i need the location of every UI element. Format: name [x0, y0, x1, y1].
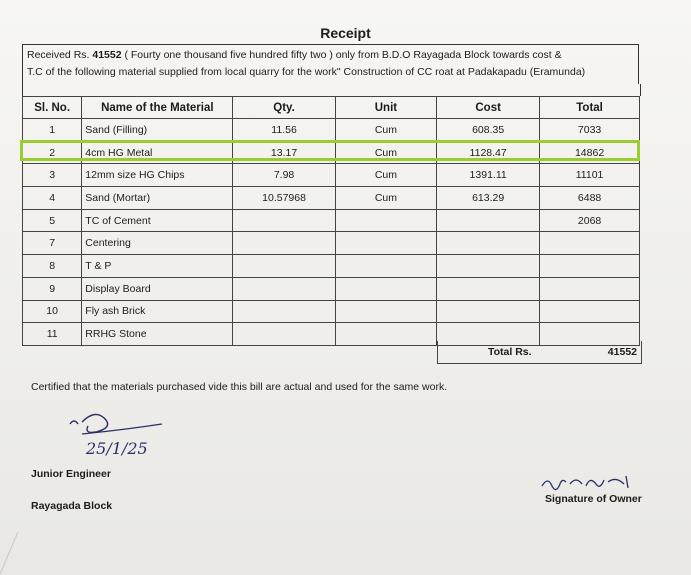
cell-unit	[335, 300, 436, 323]
cell-name: Sand (Mortar)	[82, 187, 233, 210]
cell-unit	[335, 232, 436, 255]
cell-qty	[233, 232, 335, 255]
cell-name: Display Board	[82, 277, 233, 300]
cell-cost: 613.29	[437, 187, 540, 210]
table-row	[23, 277, 640, 300]
cell-total	[540, 255, 640, 278]
cell-unit: Cum	[335, 141, 436, 164]
cell-cost	[437, 232, 540, 255]
header-name: Name of the Material	[82, 97, 233, 119]
cell-cost	[437, 209, 540, 232]
table-row	[23, 255, 640, 278]
paper-edge-mark	[0, 530, 30, 575]
cell-qty	[233, 300, 335, 323]
cell-unit: Cum	[335, 119, 436, 142]
header-total: Total	[540, 97, 640, 119]
cell-name: RRHG Stone	[82, 323, 233, 346]
handwritten-date: 25/1/25	[86, 439, 148, 458]
cell-unit	[335, 323, 436, 346]
cell-cost: 1391.11	[437, 164, 540, 187]
cell-sl: 9	[23, 277, 82, 300]
header-unit: Unit	[335, 97, 436, 119]
cell-unit: Cum	[335, 164, 436, 187]
intro-amount: 41552	[92, 49, 122, 61]
table-row	[23, 187, 640, 210]
materials-table	[22, 96, 640, 346]
header-cost: Cost	[437, 97, 540, 119]
cell-unit	[335, 209, 436, 232]
table-row	[23, 209, 640, 232]
cell-qty: 7.98	[233, 164, 335, 187]
cell-qty: 13.17	[233, 141, 335, 164]
cell-qty	[233, 277, 335, 300]
cell-sl: 10	[23, 300, 82, 323]
engineer-signature	[68, 410, 168, 462]
owner-signature-label: Signature of Owner	[545, 493, 642, 505]
cell-unit: Cum	[335, 187, 436, 210]
cell-cost	[437, 277, 540, 300]
total-label: Total Rs.	[488, 346, 532, 358]
cell-qty: 11.56	[233, 119, 335, 142]
cell-cost	[437, 300, 540, 323]
cell-qty	[233, 209, 335, 232]
cell-total: 2068	[540, 209, 640, 232]
cell-sl: 8	[23, 255, 82, 278]
cell-qty	[233, 323, 335, 346]
cell-total	[540, 277, 640, 300]
cell-sl: 5	[23, 209, 82, 232]
cell-name: T & P	[82, 255, 233, 278]
receipt-intro	[22, 44, 639, 84]
intro-frame	[22, 84, 641, 96]
cell-unit	[335, 277, 436, 300]
cell-name: Centering	[82, 232, 233, 255]
cell-cost: 1128.47	[437, 141, 540, 164]
cell-name: 12mm size HG Chips	[82, 164, 233, 187]
cell-sl: 1	[23, 119, 82, 142]
cell-total: 14862	[540, 141, 640, 164]
cell-sl: 4	[23, 187, 82, 210]
cell-total: 11101	[540, 164, 640, 187]
cell-name: Sand (Filling)	[82, 119, 233, 142]
header-qty: Qty.	[233, 97, 335, 119]
cell-cost	[437, 255, 540, 278]
cell-name: Fly ash Brick	[82, 300, 233, 323]
intro-line1: ( Fourty one thousand five hundred fifty two ) only from B.D.O Rayagada Block towards cost &	[121, 49, 562, 61]
certification-text: Certified that the materials purchased vide this bill are actual and used for the same work.	[31, 381, 448, 393]
table-row	[23, 232, 640, 255]
total-box	[437, 341, 642, 364]
table-row	[23, 164, 640, 187]
cell-name: 4cm HG Metal	[82, 141, 233, 164]
cell-name: TC of Cement	[82, 209, 233, 232]
intro-line2: T.C of the following material supplied from local quarry for the work" Construction of CC roat at Padakapadu (Eramunda)	[27, 66, 586, 78]
cell-qty	[233, 255, 335, 278]
cell-sl: 11	[23, 323, 82, 346]
signatory-title: Junior Engineer	[31, 468, 111, 480]
cell-total	[540, 232, 640, 255]
cell-cost: 608.35	[437, 119, 540, 142]
cell-sl: 7	[23, 232, 82, 255]
signatory-block: Rayagada Block	[31, 500, 113, 512]
table-header-row	[23, 97, 640, 119]
cell-qty: 10.57968	[233, 187, 335, 210]
cell-sl: 2	[23, 141, 82, 164]
table-row	[23, 119, 640, 142]
cell-total	[540, 300, 640, 323]
row-highlight-box	[20, 140, 640, 161]
intro-prefix: Received Rs.	[27, 49, 93, 61]
cell-total: 6488	[540, 187, 640, 210]
receipt-title: Receipt	[320, 25, 371, 41]
table-row	[23, 300, 640, 323]
cell-unit	[335, 255, 436, 278]
cell-total: 7033	[540, 119, 640, 142]
cell-sl: 3	[23, 164, 82, 187]
total-value: 41552	[607, 346, 637, 358]
header-sl: Sl. No.	[23, 97, 82, 119]
